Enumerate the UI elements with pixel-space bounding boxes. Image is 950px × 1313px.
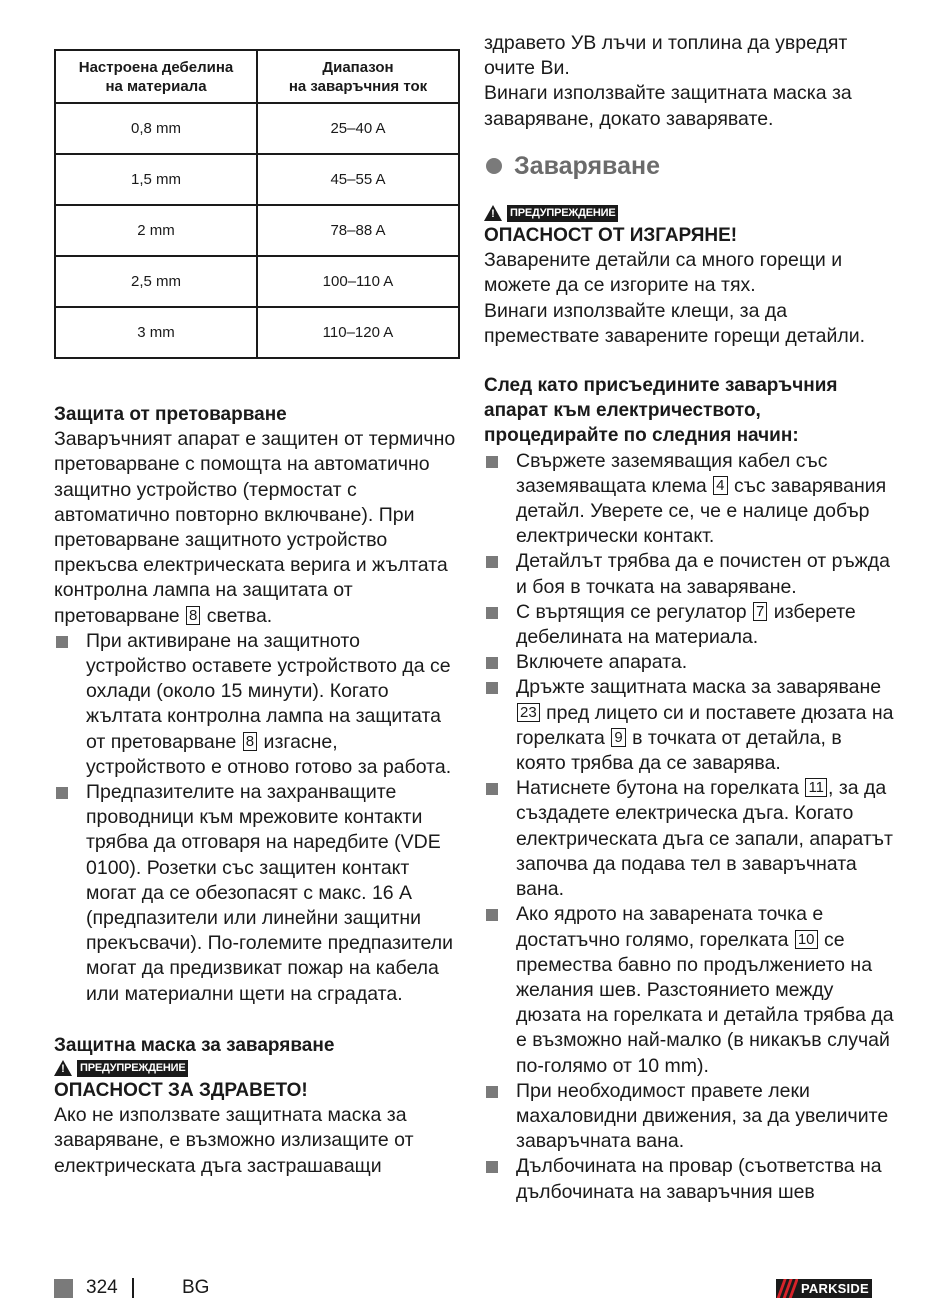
list-item xyxy=(484,600,894,650)
item-text: , за да създадете електрическа дъга. Когато електрическата дъга се запали, апаратът започва да подава тел в заваръчната вана. xyxy=(516,777,893,901)
table-row xyxy=(55,154,459,205)
table-cell-thickness: 0,8 mm xyxy=(55,103,257,154)
ref-number: 8 xyxy=(186,606,200,625)
brand-name: PARKSIDE xyxy=(801,1281,869,1296)
item-text: Свържете заземяващия кабел със заземяващата клема xyxy=(516,449,828,497)
header-line: на заваръчния ток xyxy=(288,77,428,95)
table-cell-current: 100–110 A xyxy=(257,256,459,307)
warning-triangle-icon: ! xyxy=(484,205,502,221)
list-item: При необходимост правете леки махаловидни движения, за да увеличите заваръчната вана. xyxy=(484,1079,894,1155)
paragraph-text: Заваръчният апарат е защитен от термично претоварване с помощта на автоматично защитно устройство (термостат с автоматично повторно включване). При претоварване защитното устройство прекъсва електрическата верига и жълтата контролна лампа на защитата от претоварване xyxy=(54,428,456,627)
warning-label: ПРЕДУПРЕЖДЕНИЕ xyxy=(507,205,618,222)
bullet-dot-icon xyxy=(486,158,502,174)
right-column xyxy=(484,31,894,1205)
warning-badge xyxy=(54,1058,460,1078)
list-item xyxy=(484,449,894,550)
list-item xyxy=(54,629,460,780)
list-item: Включете апарата. xyxy=(484,650,894,675)
burn-paragraph: Заварените детайли са много горещи и можете да се изгорите на тях. xyxy=(484,249,843,297)
table-row xyxy=(55,256,459,307)
ref-number: 23 xyxy=(517,703,540,722)
ref-number: 11 xyxy=(805,778,827,797)
table-cell-current: 110–120 A xyxy=(257,307,459,358)
list-item xyxy=(484,902,894,1078)
table-cell-thickness: 2 mm xyxy=(55,205,257,256)
item-text: Натиснете бутона на горелката xyxy=(516,777,800,800)
table-cell-thickness: 1,5 mm xyxy=(55,154,257,205)
ref-number: 7 xyxy=(753,602,767,621)
section-title xyxy=(484,151,894,180)
warning-triangle-icon: ! xyxy=(54,1060,72,1076)
list-item: Детайлът трябва да е почистен от ръжда и боя в точката на заваряване. xyxy=(484,549,894,599)
item-text: При активиране на защитното устройство оставете устройството да се охлади (около 15 минути). Когато жълтата контролна лампа на защитата от претоварване xyxy=(86,629,451,753)
table-header-thickness xyxy=(55,50,257,103)
table-cell-thickness: 2,5 mm xyxy=(55,256,257,307)
paragraph-text: светва. xyxy=(206,604,273,627)
overload-heading: Защита от претоварване xyxy=(54,404,287,425)
page-number: 324 xyxy=(86,1277,118,1298)
ref-number: 4 xyxy=(713,476,727,495)
item-text: Ако ядрото на заварената точка е достатъчно голямо, горелката xyxy=(516,903,824,951)
table-row xyxy=(55,103,459,154)
item-text: се премества бавно по продължението на желания шев. Разстоянието между дюзата на горелката и детайла трябва да е възможно най-малко (в никакъв случай по-голямо от 10 mm). xyxy=(516,928,894,1077)
procedure-heading: След като присъедините заваръчния апарат към електричеството, процедирайте по следния начин: xyxy=(484,375,838,447)
ref-number: 8 xyxy=(243,732,257,751)
list-item: Дълбочината на провар (съответства на дълбочината на заваръчния шев xyxy=(484,1154,894,1204)
warning-label: ПРЕДУПРЕЖДЕНИЕ xyxy=(77,1060,188,1077)
table-cell-current: 25–40 A xyxy=(257,103,459,154)
burn-paragraph: Винаги използвайте клещи, за да премествате заварените горещи детайли. xyxy=(484,299,866,347)
parkside-logo xyxy=(776,1279,872,1298)
item-text: пред лицето си и поставете дюзата на горелката xyxy=(516,701,894,749)
item-text: С въртящия се регулатор xyxy=(516,600,747,623)
section-title-text: Заваряване xyxy=(514,151,660,180)
mask-heading: Защитна маска за заваряване xyxy=(54,1034,335,1056)
overload-list xyxy=(54,629,460,1007)
burn-danger-heading: ОПАСНОСТ ОТ ИЗГАРЯНЕ! xyxy=(484,225,738,247)
item-text: в точката от детайла, в която трябва да се заварява. xyxy=(516,726,842,775)
left-column xyxy=(54,402,460,1179)
table-row xyxy=(55,205,459,256)
list-item xyxy=(484,675,894,776)
ref-number: 10 xyxy=(795,930,818,949)
warning-badge xyxy=(484,203,894,223)
footer-divider xyxy=(132,1278,134,1298)
continued-paragraph: здравето УВ лъчи и топлина да увредят очите Ви. xyxy=(484,32,848,80)
logo-stripes-icon xyxy=(776,1279,798,1298)
list-item xyxy=(484,776,894,902)
continued-paragraph: Винаги използвайте защитната маска за заваряване, докато заварявате. xyxy=(484,82,852,130)
table-cell-current: 45–55 A xyxy=(257,154,459,205)
table-header-current xyxy=(257,50,459,103)
header-line: Диапазон xyxy=(322,58,394,76)
page-footer xyxy=(54,1276,872,1300)
table-header-row xyxy=(55,50,459,103)
item-text: изгасне, устройството е отново готово за работа. xyxy=(86,730,452,778)
table-cell-thickness: 3 mm xyxy=(55,307,257,358)
table-cell-current: 78–88 A xyxy=(257,205,459,256)
footer-square-icon xyxy=(54,1279,73,1298)
item-text: със заварявания детайл. Уверете се, че е налице добър електрически контакт. xyxy=(516,474,887,548)
procedure-list xyxy=(484,449,894,1205)
overload-paragraph xyxy=(54,427,460,629)
item-text: изберете дебелината на материала. xyxy=(516,600,856,649)
header-line: Настроена дебелина xyxy=(78,58,234,76)
list-item: Предпазителите на захранващите проводници към мрежовите контакти трябва да отговаря на наредбите (VDE 0100). Розетки със защитен контакт могат да се обезопасят с макс. 16 А (предпазители или линейни защитни прекъсвачи). По-големите предпазители могат да предизвикат пожар на кабела или материални щети на сградата. xyxy=(54,780,460,1007)
table-row xyxy=(55,307,459,358)
ref-number: 9 xyxy=(611,728,625,747)
health-danger-heading: ОПАСНОСТ ЗА ЗДРАВЕТО! xyxy=(54,1080,308,1102)
thickness-current-table xyxy=(54,49,460,359)
language-code: BG xyxy=(182,1277,210,1298)
header-line: на материала xyxy=(105,77,207,95)
item-text: Дръжте защитната маска за заваряване xyxy=(516,676,882,699)
mask-paragraph: Ако не използвате защитната маска за заваряване, е възможно излизащите от електрическата дъга застрашаващи xyxy=(54,1104,414,1177)
